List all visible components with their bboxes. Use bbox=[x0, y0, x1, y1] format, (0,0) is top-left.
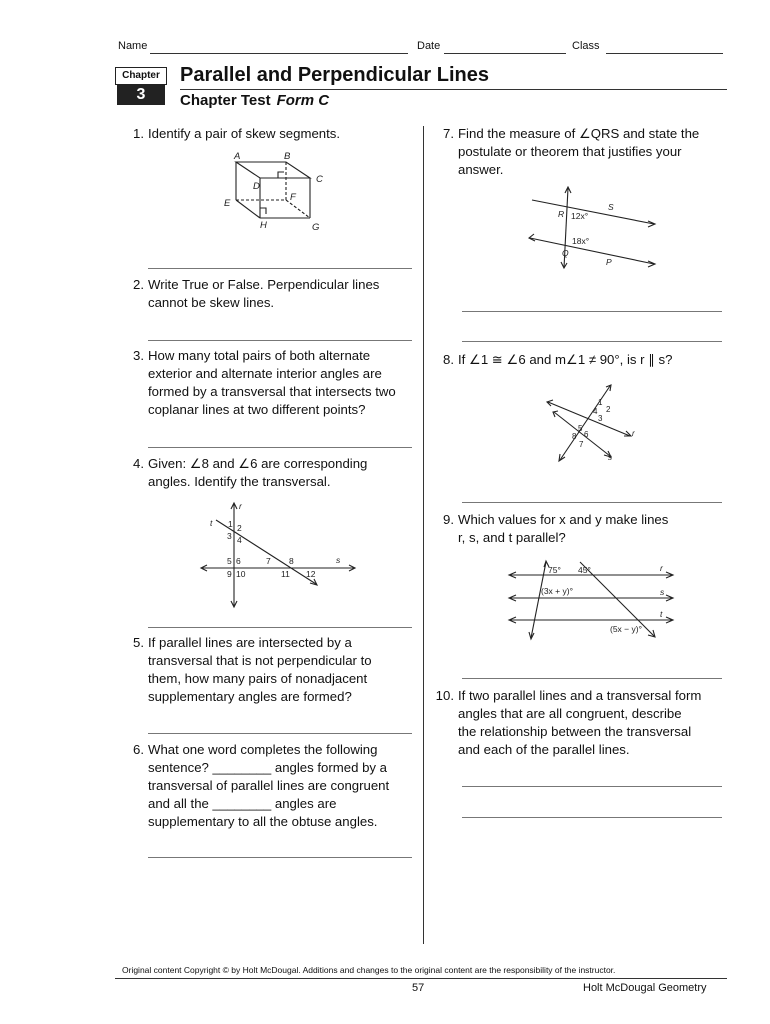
answer-line-2[interactable] bbox=[148, 340, 412, 341]
question-line: Find the measure of ∠QRS and state the bbox=[458, 126, 700, 141]
answer-line-7a[interactable] bbox=[462, 311, 722, 312]
question-line: exterior and alternate interior angles are bbox=[148, 366, 382, 381]
fig-label: Q bbox=[562, 248, 569, 258]
date-field[interactable] bbox=[444, 53, 566, 54]
question-line: postulate or theorem that justifies your bbox=[458, 144, 682, 159]
fig-label: 8 bbox=[289, 556, 294, 566]
question-line: r, s, and t parallel? bbox=[458, 530, 566, 545]
fig-label: 5 bbox=[578, 424, 583, 433]
cube-label: B bbox=[284, 151, 291, 162]
fig-label: 8 bbox=[572, 432, 577, 441]
class-label: Class bbox=[572, 40, 600, 52]
fig-label: t bbox=[660, 609, 663, 619]
title-rule bbox=[180, 89, 727, 90]
question-line: What one word completes the following bbox=[148, 742, 378, 757]
question-number: 5. bbox=[133, 635, 144, 650]
fig-label: 6 bbox=[584, 430, 589, 439]
fig-label: r bbox=[632, 429, 635, 438]
fig-label: 5 bbox=[227, 556, 232, 566]
question-line: supplementary to all the obtuse angles. bbox=[148, 814, 378, 829]
page-subtitle bbox=[180, 92, 329, 109]
cube-label: E bbox=[224, 198, 231, 209]
fig-label: 4 bbox=[237, 535, 242, 545]
cube-label: A bbox=[234, 151, 241, 162]
question-number: 1. bbox=[133, 126, 144, 141]
question-line: cannot be skew lines. bbox=[148, 295, 275, 310]
answer-line-10b[interactable] bbox=[462, 817, 722, 818]
cube-label: C bbox=[316, 174, 323, 185]
question-line: the relationship between the transversal bbox=[458, 724, 692, 739]
fig-label: 45° bbox=[578, 565, 591, 575]
question-line: angles. Identify the transversal. bbox=[148, 474, 331, 489]
question-line: and all the ________ angles are bbox=[148, 796, 337, 811]
chapter-number: 3 bbox=[117, 85, 165, 105]
chapter-badge bbox=[115, 67, 167, 107]
q8-figure bbox=[540, 384, 650, 466]
cube-label: D bbox=[253, 181, 260, 192]
fig-label: r bbox=[660, 563, 663, 573]
fig-label: 3 bbox=[227, 531, 232, 541]
answer-line-9[interactable] bbox=[462, 678, 722, 679]
publisher-name: Holt McDougal Geometry bbox=[583, 982, 707, 994]
question-line: sentence? ________ angles formed by a bbox=[148, 760, 388, 775]
question-number: 6. bbox=[133, 742, 144, 757]
fig-label: 7 bbox=[266, 556, 271, 566]
fig-label: 1 bbox=[228, 519, 233, 529]
question-line: Write True or False. Perpendicular lines bbox=[148, 277, 380, 292]
fig-label: s bbox=[336, 555, 341, 565]
fig-label: r bbox=[239, 501, 242, 511]
question-line: Which values for x and y make lines bbox=[458, 512, 669, 527]
question-line: angles that are all congruent, describe bbox=[458, 706, 682, 721]
fig-label: 11 bbox=[281, 569, 290, 579]
question-line: Identify a pair of skew segments. bbox=[148, 126, 341, 141]
question-number: 9. bbox=[443, 512, 454, 527]
question-line: supplementary angles are formed? bbox=[148, 689, 352, 704]
fig-label: s bbox=[660, 587, 665, 597]
footer-rule bbox=[115, 978, 727, 979]
q9-figure bbox=[506, 558, 678, 644]
fig-label: (5x − y)° bbox=[610, 624, 642, 634]
answer-line-6[interactable] bbox=[148, 857, 412, 858]
answer-line-10a[interactable] bbox=[462, 786, 722, 787]
fig-label: 4 bbox=[593, 407, 598, 416]
cube-label: F bbox=[290, 192, 296, 203]
answer-line-5[interactable] bbox=[148, 733, 412, 734]
fig-label: 12x° bbox=[571, 211, 589, 221]
answer-line-4[interactable] bbox=[148, 627, 412, 628]
fig-label: 3 bbox=[598, 414, 603, 423]
question-line: answer. bbox=[458, 162, 504, 177]
question-line: formed by a transversal that intersects two bbox=[148, 384, 396, 399]
question-line: If parallel lines are intersected by a bbox=[148, 635, 352, 650]
q4-figure bbox=[196, 498, 362, 614]
class-field[interactable] bbox=[606, 53, 723, 54]
subtitle-form: Form C bbox=[276, 92, 330, 109]
cube-label: G bbox=[312, 222, 320, 233]
fig-label: 2 bbox=[606, 405, 611, 414]
question-line: Given: ∠8 and ∠6 are corresponding bbox=[148, 456, 368, 471]
name-label: Name bbox=[118, 40, 148, 52]
fig-label: 12 bbox=[306, 569, 316, 579]
name-field[interactable] bbox=[150, 53, 408, 54]
page-title: Parallel and Perpendicular Lines bbox=[180, 64, 490, 86]
fig-label: 18x° bbox=[572, 236, 590, 246]
question-number: 4. bbox=[133, 456, 144, 471]
column-divider bbox=[423, 126, 424, 944]
question-line: If ∠1 ≅ ∠6 and m∠1 ≠ 90°, is r ∥ s? bbox=[458, 352, 673, 367]
question-line: How many total pairs of both alternate bbox=[148, 348, 371, 363]
question-number: 10. bbox=[435, 688, 454, 703]
answer-line-7b[interactable] bbox=[462, 341, 722, 342]
fig-label: 10 bbox=[236, 569, 246, 579]
fig-label: S bbox=[608, 202, 614, 212]
fig-label: 1 bbox=[598, 398, 603, 407]
question-number: 8. bbox=[443, 352, 454, 367]
fig-label: (3x + y)° bbox=[541, 586, 573, 596]
fig-label: R bbox=[558, 209, 565, 219]
q7-figure bbox=[524, 186, 664, 272]
cube-label: H bbox=[260, 220, 267, 231]
subtitle-main: Chapter Test bbox=[180, 92, 271, 109]
fig-label: P bbox=[606, 257, 612, 267]
page-number: 57 bbox=[412, 982, 425, 994]
fig-label: s bbox=[608, 453, 612, 462]
question-number: 3. bbox=[133, 348, 144, 363]
question-line: If two parallel lines and a transversal form bbox=[458, 688, 702, 703]
copyright-notice: Original content Copyright © by Holt McDougal. Additions and changes to the original content are the responsibility of the instructor. bbox=[122, 965, 616, 975]
question-line: transversal that is not perpendicular to bbox=[148, 653, 372, 668]
chapter-label: Chapter bbox=[115, 67, 167, 85]
fig-label: 75° bbox=[548, 565, 561, 575]
fig-label: 7 bbox=[579, 440, 584, 449]
question-line: transversal of parallel lines are congruent bbox=[148, 778, 390, 793]
fig-label: 9 bbox=[227, 569, 232, 579]
cube-figure bbox=[220, 148, 340, 234]
question-line: and each of the parallel lines. bbox=[458, 742, 630, 757]
question-line: coplanar lines at two different points? bbox=[148, 402, 366, 417]
answer-line-1[interactable] bbox=[148, 268, 412, 269]
question-line: them, how many pairs of nonadjacent bbox=[148, 671, 368, 686]
question-number: 2. bbox=[133, 277, 144, 292]
fig-label: t bbox=[210, 518, 213, 528]
fig-label: 6 bbox=[236, 556, 241, 566]
answer-line-3[interactable] bbox=[148, 447, 412, 448]
fig-label: 2 bbox=[237, 523, 242, 533]
answer-line-8[interactable] bbox=[462, 502, 722, 503]
date-label: Date bbox=[417, 40, 441, 52]
question-number: 7. bbox=[443, 126, 454, 141]
